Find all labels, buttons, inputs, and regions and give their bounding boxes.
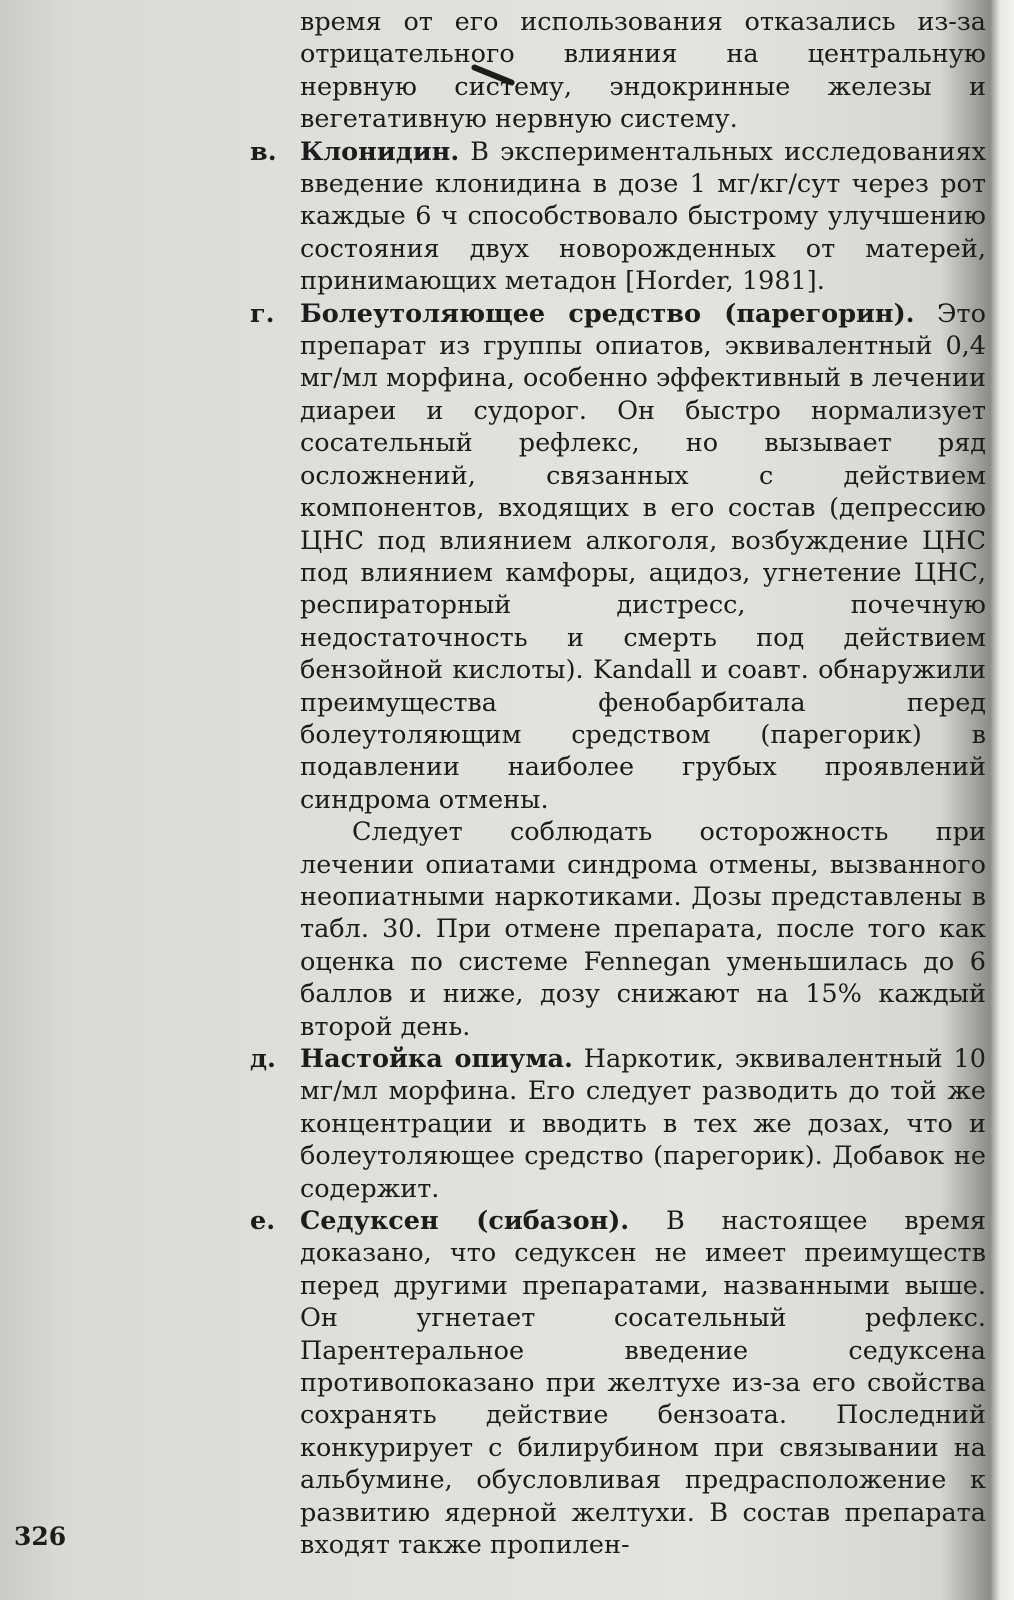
- item-body: В экспериментальных исследованиях введение клонидина в дозе 1 мг/кг/сут через рот каждые 6 ч способствовало быстрому улучшению состояния двух новорожденных от матерей, принимающих метадон [Horder, 1981].: [300, 136, 986, 297]
- item-body: В настоящее время доказано, что седуксен не имеет преимуществ перед другими препаратами, названными выше. Он угнетает сосательный рефлекс. Парентеральное введение седуксена противопоказано при желтухе из-за его свойства сохранять действие бензоата. Последний конкурирует с билирубином при связывании на альбумине, обусловливая предрасположение к развитию ядерной желтухи. В состав препарата входят также пропилен-: [300, 1206, 986, 1561]
- item-heading: Настойка опиума.: [300, 1044, 573, 1074]
- indented-paragraph: Следует соблюдать осторожность при лечении опиатами синдрома отмены, вызванного неопиатными наркотиками. Дозы представлены в табл. 30. При отмене препарата, после того как оценка по системе Fennegan уменьшилась до 6 баллов и ниже, дозу снижают на 15% каждый второй день.: [300, 817, 986, 1042]
- list-marker: д.: [250, 1044, 276, 1074]
- list-item-e: [250, 1205, 986, 1561]
- list-item-g: [250, 298, 986, 817]
- item-heading: Седуксен (сибазон).: [300, 1206, 630, 1237]
- list-item-d: [250, 1043, 987, 1205]
- item-body: Наркотик, эквивалентный 10 мг/мл морфина. Его следует разводить до той же концентрации и вводить в тех же дозах, что и болеутоляющее средство (парегорик). Добавок не содержит.: [300, 1044, 987, 1204]
- text-column: [250, 6, 987, 1562]
- item-body: Это препарат из группы опиатов, эквивалентный 0,4 мг/мл морфина, особенно эффективный в лечении диареи и судорог. Он быстро нормализует сосательный рефлекс, но вызывает ряд осложнений, связанных с действием компонентов, входящих в его состав (депрессию ЦНС под влиянием алкоголя, возбуждение ЦНС под влиянием камфоры, ацидоз, угнетение ЦНС, респираторный дистресс, почечную недостаточность и смерть под действием бензойной кислоты). Kandall и соавт. обнаружили преимущества фенобарбитала перед болеутоляющим средством (парегорик) в подавлении наиболее грубых проявлений синдрома отмены.: [300, 298, 986, 815]
- item-heading: Болеутоляющее средство (парегорин).: [300, 298, 915, 329]
- list-marker: г.: [250, 298, 275, 329]
- continuation-paragraph: время от его использования отказались из-за отрицательного влияния на центральную нервную систему, эндокринные железы и вегетативную нервную систему.: [300, 7, 986, 135]
- list-marker: в.: [250, 136, 277, 167]
- item-heading: Клонидин.: [300, 136, 460, 167]
- list-marker: е.: [250, 1206, 276, 1237]
- page-number: 326: [14, 1522, 67, 1551]
- list-item-v: [250, 136, 986, 298]
